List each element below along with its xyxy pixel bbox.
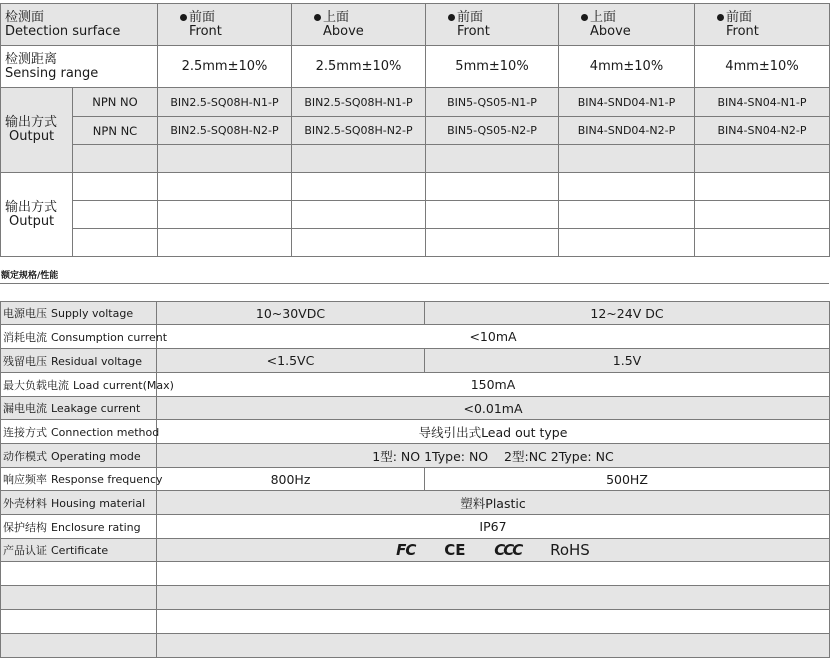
spec-value: IP67	[157, 515, 830, 539]
model-cell: BIN2.5-SQ08H-N2-P	[292, 117, 426, 145]
ce-logo-icon: CE	[444, 541, 466, 559]
empty-cell	[559, 229, 695, 257]
fcc-logo-icon: FC	[396, 541, 416, 559]
model-cell: BIN5-QS05-N1-P	[426, 88, 559, 117]
empty-cell	[695, 173, 830, 201]
output-label-2: 输出方式 Output	[1, 173, 73, 257]
empty-cell	[73, 201, 158, 229]
spec-label-connection-method: 连接方式 Connection method	[1, 420, 157, 444]
empty-cell	[1, 610, 157, 634]
certificate-logos	[157, 539, 830, 562]
empty-cell	[158, 173, 292, 201]
empty-cell	[73, 173, 158, 201]
spec-label-enclosure-rating: 保护结构 Enclosure rating	[1, 515, 157, 539]
column-header-5: 前面 Front	[695, 4, 830, 46]
ccc-logo-icon: CCC	[494, 541, 522, 559]
range-cell: 4mm±10%	[695, 46, 830, 88]
spec-label-housing-material: 外壳材料 Housing material	[1, 491, 157, 515]
empty-cell	[426, 229, 559, 257]
empty-cell	[157, 634, 830, 658]
empty-cell	[158, 201, 292, 229]
empty-cell	[292, 229, 426, 257]
empty-cell	[292, 201, 426, 229]
model-cell: BIN4-SND04-N1-P	[559, 88, 695, 117]
column-header-3: 前面 Front	[426, 4, 559, 46]
detection-surface-header	[1, 4, 158, 46]
model-cell: BIN4-SN04-N1-P	[695, 88, 830, 117]
range-cell: 2.5mm±10%	[292, 46, 426, 88]
empty-cell	[157, 586, 830, 610]
empty-cell	[426, 201, 559, 229]
bullet-icon	[314, 14, 321, 21]
empty-cell	[559, 201, 695, 229]
rohs-logo-icon: RoHS	[550, 541, 590, 559]
sensing-range-label: 检测距离 Sensing range	[1, 46, 158, 88]
empty-cell	[158, 229, 292, 257]
column-header-4: 上面 Above	[559, 4, 695, 46]
npn-nc-label: NPN NC	[73, 117, 158, 145]
empty-cell	[292, 145, 426, 173]
spec-label-consumption-current: 消耗电流 Consumption current	[1, 325, 157, 349]
spec-value: 800Hz	[157, 468, 425, 491]
empty-cell	[695, 145, 830, 173]
empty-cell	[559, 145, 695, 173]
empty-cell	[695, 201, 830, 229]
range-cell: 5mm±10%	[426, 46, 559, 88]
detection-surface-en: Detection surface	[5, 23, 121, 39]
column-header-2: 上面 Above	[292, 4, 426, 46]
model-cell: BIN2.5-SQ08H-N2-P	[158, 117, 292, 145]
spec-label-residual-voltage: 残留电压 Residual voltage	[1, 349, 157, 373]
bullet-icon	[180, 14, 187, 21]
empty-cell	[157, 562, 830, 586]
spec-value: 1型: NO 1Type: NO 2型:NC 2Type: NC	[157, 444, 830, 468]
spec-value: 塑料Plastic	[157, 491, 830, 515]
spec-label-response-frequency: 响应频率 Response frequency	[1, 468, 157, 491]
npn-no-label: NPN NO	[73, 88, 158, 117]
model-cell: BIN5-QS05-N2-P	[426, 117, 559, 145]
spec-value: 导线引出式Lead out type	[157, 420, 830, 444]
spec-value: <1.5VC	[157, 349, 425, 373]
model-table	[0, 3, 830, 257]
spec-value: 10~30VDC	[157, 302, 425, 325]
empty-cell	[1, 562, 157, 586]
spec-value: <0.01mA	[157, 397, 830, 420]
detection-surface-zh: 检测面	[5, 9, 45, 25]
spec-value: 12~24V DC	[425, 302, 830, 325]
spec-value: 150mA	[157, 373, 830, 397]
spec-table	[0, 301, 830, 658]
empty-cell	[426, 145, 559, 173]
spec-label-load-current: 最大负载电流 Load current(Max)	[1, 373, 157, 397]
model-cell: BIN4-SND04-N2-P	[559, 117, 695, 145]
empty-cell	[157, 610, 830, 634]
empty-cell	[1, 586, 157, 610]
model-cell: BIN2.5-SQ08H-N1-P	[158, 88, 292, 117]
section-divider	[0, 283, 829, 284]
empty-cell	[1, 634, 157, 658]
spec-value: <10mA	[157, 325, 830, 349]
empty-cell	[559, 173, 695, 201]
model-cell: BIN2.5-SQ08H-N1-P	[292, 88, 426, 117]
model-cell: BIN4-SN04-N2-P	[695, 117, 830, 145]
spec-value: 500HZ	[425, 468, 830, 491]
output-label: 输出方式 Output	[1, 88, 73, 173]
bullet-icon	[581, 14, 588, 21]
empty-cell	[292, 173, 426, 201]
spec-label-leakage-current: 漏电电流 Leakage current	[1, 397, 157, 420]
bullet-icon	[448, 14, 455, 21]
empty-cell	[158, 145, 292, 173]
empty-cell	[73, 145, 158, 173]
section-title: 额定规格/性能	[1, 271, 59, 281]
empty-cell	[73, 229, 158, 257]
range-cell: 4mm±10%	[559, 46, 695, 88]
spec-label-certificate: 产品认证 Certificate	[1, 539, 157, 562]
spec-value: 1.5V	[425, 349, 830, 373]
empty-cell	[426, 173, 559, 201]
column-header-1: 前面 Front	[158, 4, 292, 46]
spec-label-supply-voltage: 电源电压 Supply voltage	[1, 302, 157, 325]
spec-label-operating-mode: 动作模式 Operating mode	[1, 444, 157, 468]
empty-cell	[695, 229, 830, 257]
range-cell: 2.5mm±10%	[158, 46, 292, 88]
bullet-icon	[717, 14, 724, 21]
